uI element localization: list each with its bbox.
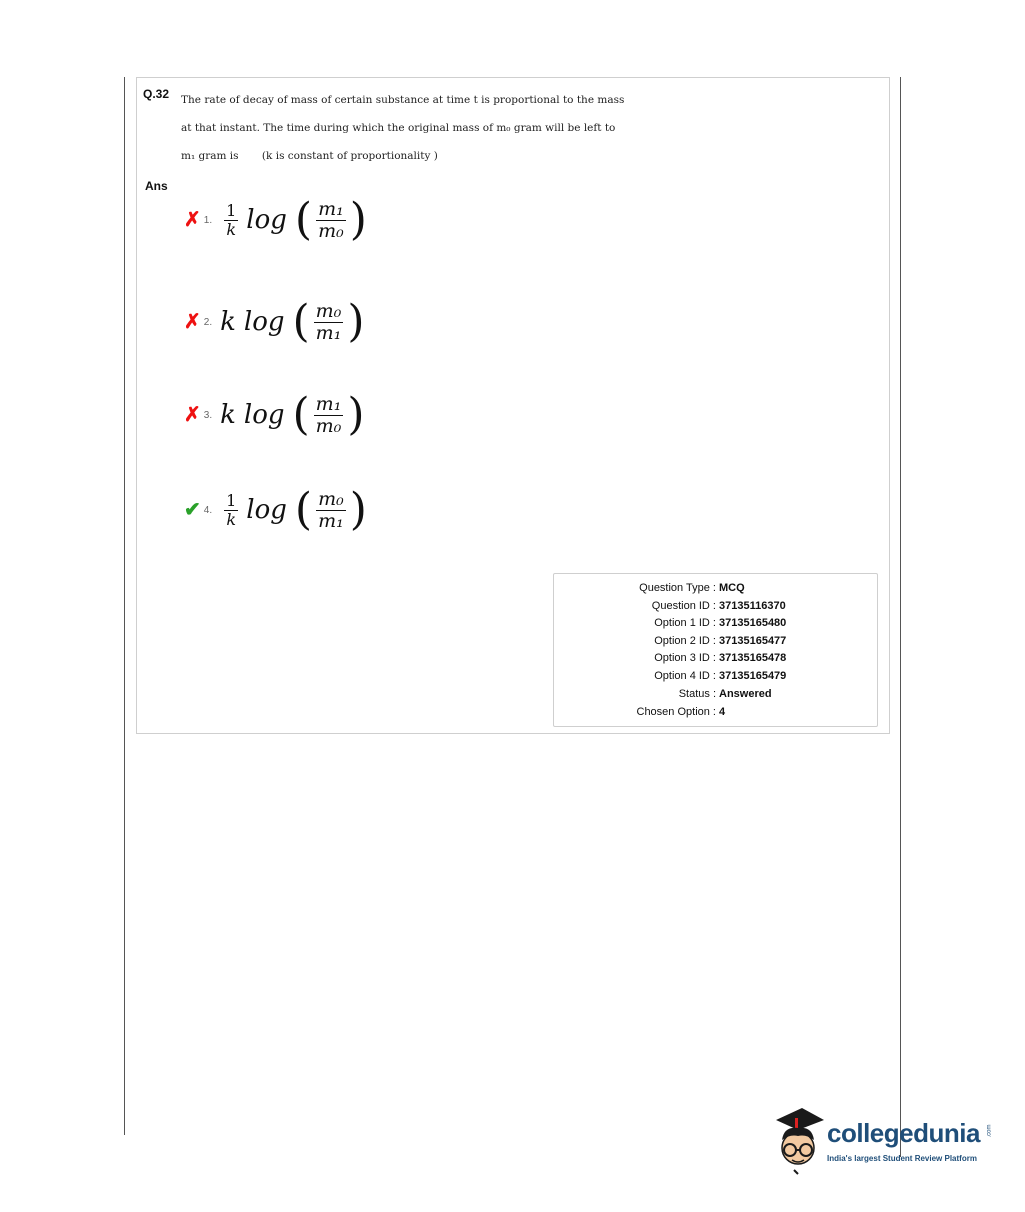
info-value: 37135165477 xyxy=(719,635,787,647)
right-paren: ) xyxy=(347,296,365,347)
fraction-numerator: m₀ xyxy=(315,299,342,322)
option-3[interactable] xyxy=(184,389,365,440)
fraction-numerator: m₁ xyxy=(318,197,344,220)
right-paren: ) xyxy=(349,194,367,245)
info-value: MCQ xyxy=(719,582,745,594)
brand-tagline: India's largest Student Review Platform xyxy=(827,1154,977,1163)
log-text: log xyxy=(243,400,285,430)
info-value: 4 xyxy=(719,706,726,718)
question-line-1: The rate of decay of mass of certain substance at time t is proportional to the mass xyxy=(181,94,625,106)
option-number: 2. xyxy=(203,316,213,328)
mascot-logo-icon xyxy=(768,1104,828,1176)
coefficient-fraction xyxy=(224,202,238,238)
question-number: Q.32 xyxy=(143,87,170,101)
question-line-3: m₁ gram is (k is constant of proportionality ) xyxy=(181,150,438,162)
coefficient-fraction xyxy=(224,492,238,528)
check-icon: ✔ xyxy=(184,499,201,521)
fraction-numerator: 1 xyxy=(226,200,237,220)
info-value: Answered xyxy=(719,688,772,700)
fraction-numerator: m₁ xyxy=(315,392,342,415)
option-formula xyxy=(220,296,365,347)
brand-name: collegedunia xyxy=(827,1118,980,1148)
left-border-line xyxy=(124,77,125,1135)
left-paren: ( xyxy=(294,484,313,535)
info-label: Option 2 ID : xyxy=(654,635,716,647)
info-label: Option 1 ID : xyxy=(654,617,716,629)
option-2[interactable] xyxy=(184,296,365,347)
info-value: 37135116370 xyxy=(719,600,786,612)
coefficient: k xyxy=(220,400,236,430)
option-formula xyxy=(220,389,365,440)
cross-icon: ✗ xyxy=(184,404,201,426)
info-label: Status : xyxy=(678,688,716,700)
fraction-numerator: m₀ xyxy=(318,487,344,510)
answer-label: Ans xyxy=(145,179,168,193)
argument-fraction xyxy=(314,394,344,437)
left-paren: ( xyxy=(292,296,310,347)
log-text: log xyxy=(246,205,287,235)
argument-fraction xyxy=(314,301,344,344)
argument-fraction xyxy=(316,199,346,242)
info-value: 37135165478 xyxy=(719,652,787,664)
fraction-denominator: k xyxy=(226,509,237,529)
coefficient: k xyxy=(220,307,236,337)
option-1[interactable] xyxy=(184,194,367,245)
left-paren: ( xyxy=(294,194,313,245)
fraction-denominator: m₁ xyxy=(318,509,344,532)
cross-icon: ✗ xyxy=(184,311,201,333)
option-number: 1. xyxy=(203,214,213,226)
info-label: Question ID : xyxy=(651,600,716,612)
info-value: 37135165480 xyxy=(719,617,787,629)
info-label: Question Type : xyxy=(639,582,716,594)
info-value: 37135165479 xyxy=(719,670,787,682)
right-paren: ) xyxy=(347,389,365,440)
option-number: 4. xyxy=(203,504,213,516)
option-formula xyxy=(220,194,367,245)
info-label: Option 3 ID : xyxy=(654,652,716,664)
fraction-numerator: 1 xyxy=(226,490,237,510)
fraction-denominator: m₁ xyxy=(315,321,342,344)
log-text: log xyxy=(246,495,287,525)
option-formula xyxy=(220,484,367,535)
fraction-denominator: k xyxy=(226,219,237,239)
brand-suffix: .com xyxy=(986,1124,993,1138)
option-number: 3. xyxy=(203,409,213,421)
right-border-line xyxy=(900,77,901,1157)
question-line-2: at that instant. The time during which the original mass of m₀ gram will be left to xyxy=(181,122,616,134)
left-paren: ( xyxy=(292,389,310,440)
question-info-box xyxy=(553,573,878,727)
fraction-denominator: m₀ xyxy=(318,219,344,242)
right-paren: ) xyxy=(349,484,367,535)
option-4[interactable] xyxy=(184,484,367,535)
argument-fraction xyxy=(316,489,346,532)
cross-icon: ✗ xyxy=(184,209,201,231)
info-label: Chosen Option : xyxy=(636,706,716,718)
info-label: Option 4 ID : xyxy=(654,670,716,682)
fraction-denominator: m₀ xyxy=(315,414,342,437)
log-text: log xyxy=(243,307,285,337)
